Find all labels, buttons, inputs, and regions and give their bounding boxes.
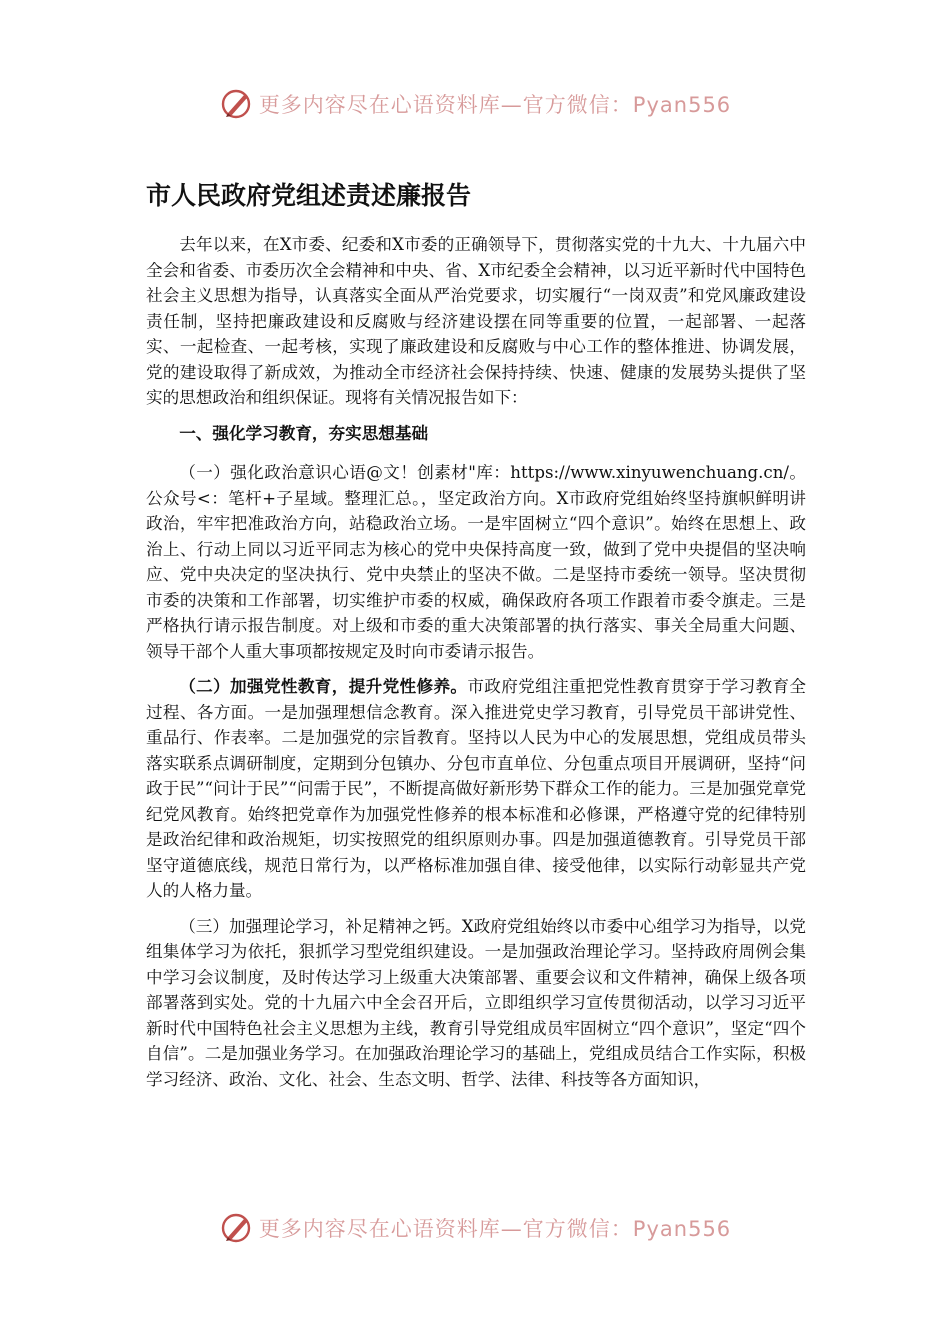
pen-logo-icon [219, 87, 253, 121]
paragraph-party-education [146, 674, 806, 904]
watermark-text: 更多内容尽在心语资料库—官方微信：Pyan556 [258, 1217, 732, 1241]
header-watermark-banner [0, 84, 950, 124]
paragraph-party-education-heading: （二）加强党性教育，提升党性修养。 [179, 676, 468, 696]
document-title: 市人民政府党组述责述廉报告 [146, 181, 472, 210]
document-body [146, 232, 806, 1102]
watermark-text: 更多内容尽在心语资料库—官方微信：Pyan556 [258, 93, 732, 117]
pen-logo-icon [219, 1211, 253, 1245]
footer-watermark-banner [0, 1208, 950, 1248]
section-heading: 一、强化学习教育，夯实思想基础 [179, 423, 429, 443]
intro-paragraph: 去年以来，在X市委、纪委和X市委的正确领导下，贯彻落实党的十九大、十九届六中全会和省委、市委历次全会精神和中央、省、X市纪委全会精神，以习近平新时代中国特色社会主义思想为指导，认真落实全面从严治党要求，切实履行“一岗双责”和党风廉政建设责任制，坚持把廉政建设和反腐败与经济建设摆在同等重要的位置，一起部署、一起落实、一起检查、一起考核，实现了廉政建设和反腐败与中心工作的整体推进、协调发展，党的建设取得了新成效，为推动全市经济社会保持持续、快速、健康的发展势头提供了坚实的思想政治和组织保证。现将有关情况报告如下： [146, 235, 806, 407]
paragraph-political-awareness: （一）强化政治意识心语@文！创素材"库：https://www.xinyuwenchuang.cn/。公众号<：笔杆+子星域。整理汇总。，坚定政治方向。X市政府党组始终坚持旗帜鲜明讲政治，牢牢把准政治方向，站稳政治立场。一是牢固树立“四个意识”。始终在思想上、政治上、行动上同以习近平同志为核心的党中央保持高度一致，做到了党中央提倡的坚决响应、党中央决定的坚决执行、党中央禁止的坚决不做。二是坚持市委统一领导。坚决贯彻市委的决策和工作部署，切实维护市委的权威，确保政府各项工作跟着市委令旗走。三是严格执行请示报告制度。对上级和市委的重大决策部署的执行落实、事关全局重大问题、领导干部个人重大事项都按规定及时向市委请示报告。 [146, 463, 806, 661]
paragraph-theory-study: （三）加强理论学习，补足精神之钙。X政府党组始终以市委中心组学习为指导，以党组集体学习为依托，狠抓学习型党组织建设。一是加强政治理论学习。坚持政府周例会集中学习会议制度，及时传达学习上级重大决策部署、重要会议和文件精神，确保上级各项部署落到实处。党的十九届六中全会召开后，立即组织学习宣传贯彻活动，以学习习近平新时代中国特色社会主义思想为主线，教育引导党组成员牢固树立“四个意识”，坚定“四个自信”。二是加强业务学习。在加强政治理论学习的基础上，党组成员结合工作实际，积极学习经济、政治、文化、社会、生态文明、哲学、法律、科技等各方面知识， [146, 916, 806, 1089]
paragraph-party-education-text: 市政府党组注重把党性教育贯穿于学习教育全过程、各方面。一是加强理想信念教育。深入推进党史学习教育，引导党员干部讲党性、重品行、作表率。二是加强党的宗旨教育。坚持以人民为中心的发展思想，党组成员带头落实联系点调研制度，定期到分包镇办、分包市直单位、分包重点项目开展调研，坚持“问政于民”“问计于民”“问需于民”，不断提高做好新形势下群众工作的能力。三是加强党章党纪党风教育。始终把党章作为加强党性修养的根本标准和必修课，严格遵守党的纪律特别是政治纪律和政治规矩，切实按照党的组织原则办事。四是加强道德教育。引导党员干部坚守道德底线，规范日常行为，以严格标准加强自律、接受他律，以实际行动彰显共产党人的人格力量。 [146, 677, 807, 900]
